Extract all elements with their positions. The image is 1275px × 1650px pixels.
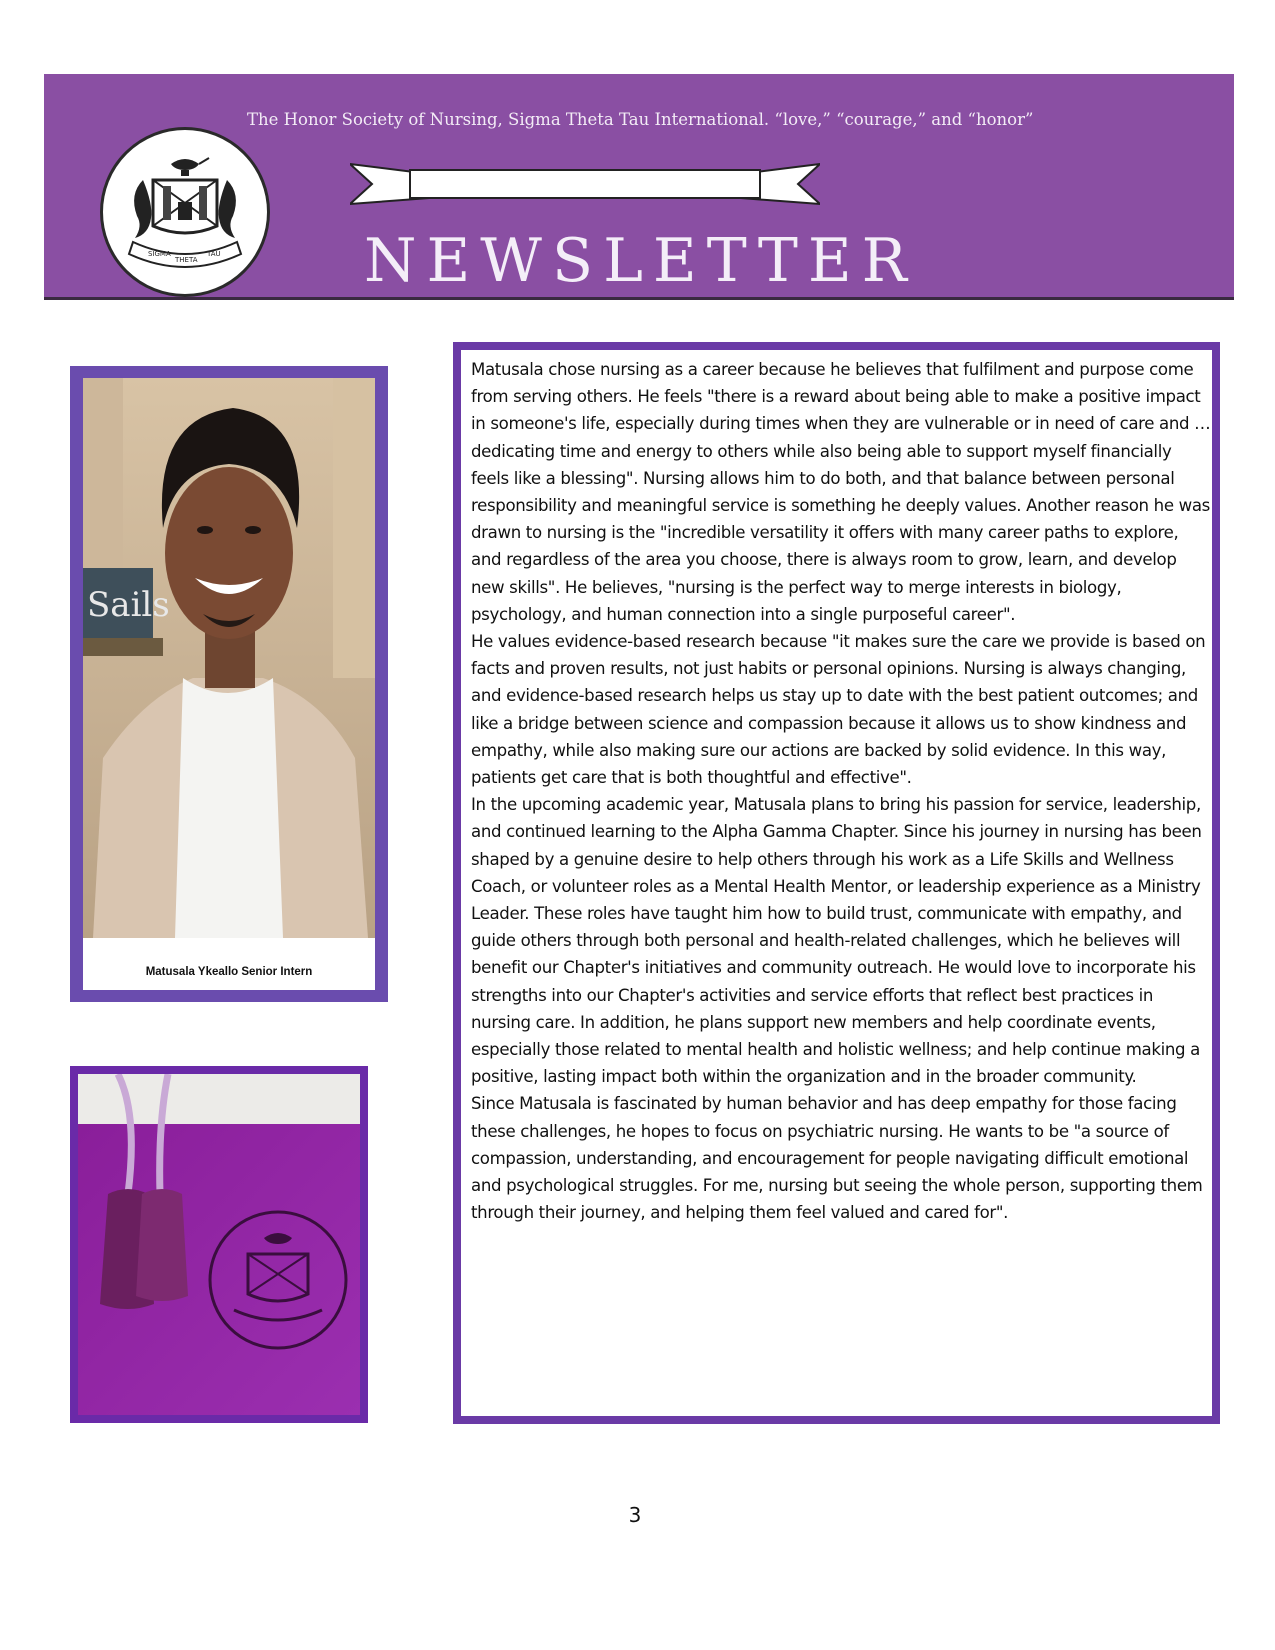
article-box [453,342,1220,1424]
article-body [471,356,1211,1227]
ribbon-banner-icon [350,160,820,206]
background-sign-text: Sails [87,585,170,625]
article-paragraph-3: In the upcoming academic year, Matusala plans to bring his passion for service, leadership, and continued learning to the Alpha Gamma Chapter. Since his journey in nursing has been shaped by a genuine desire to help others through his work as a Life Skills and Wellness Coach, or volunteer roles as a Mental Health Mentor, or leadership experience as a Ministry Leader. These roles have taught him how to build trust, communicate with empathy, and guide others through both personal and health-related challenges, which he believes will benefit our Chapter's initiatives and community outreach. He would love to incorporate his strengths into our Chapter's activities and service efforts that reflect best practices in nursing care. In addition, he plans support new members and help coordinate events, especially those related to mental health and holistic wellness; and help continue making a positive, lasting impact both within the organization and in the broader community. [471,795,1202,1087]
portrait-photo [83,378,375,938]
seal-word-sigma: SIGMA [148,250,171,258]
seal-word-theta: THETA [175,256,198,264]
newsletter-banner [44,74,1234,300]
society-seal-icon [100,127,270,297]
article-paragraph-2: He values evidence-based research because "it makes sure the care we provide is based on facts and proven results, not just habits or personal opinions. Nursing is always changing, and evidence-based research helps us stay up to date with the best patient outcomes; and like a bridge between science and compassion because it allows us to show kindness and empathy, while also making sure our actions are backed by solid evidence. In this way, patients get care that is both thoughtful and effective". [471,632,1206,788]
honor-cords-photo [78,1074,360,1415]
article-paragraph-4: Since Matusala is fascinated by human behavior and has deep empathy for those facing these challenges, he hopes to focus on psychiatric nursing. He wants to be "a source of compassion, understanding, and encouragement for people navigating difficult emotional and psychological struggles. For me, nursing but seeing the whole person, supporting them through their journey, and helping them feel valued and cared for". [471,1094,1203,1223]
article-paragraph-1: Matusala chose nursing as a career because he believes that fulfilment and purpose come from serving others. He feels "there is a reward about being able to make a positive impact in someone's life, especially during times when they are vulnerable or in need of care and … dedicating time and energy to others while also being able to support myself financially feels like a blessing". Nursing allows him to do both, and that balance between personal responsibility and meaningful service is something he deeply values. Another reason he was drawn to nursing is the "incredible versatility it offers with many career paths to explore, and regardless of the area you choose, there is always room to grow, learn, and develop new skills". He believes, "nursing is the perfect way to merge interests in biology, psychology, and human connection into a single purposeful career". [471,360,1211,624]
portrait-photo-frame [70,366,388,1002]
honor-cords-photo-frame [70,1066,368,1423]
banner-tagline: The Honor Society of Nursing, Sigma Theta Tau International. “love,” “courage,” and “honor” [247,110,1034,129]
newsletter-title: NEWSLETTER [364,226,917,296]
page-number: 3 [628,1503,642,1527]
portrait-caption: Matusala Ykeallo Senior Intern [145,966,313,978]
seal-word-tau: TAU [207,250,221,258]
